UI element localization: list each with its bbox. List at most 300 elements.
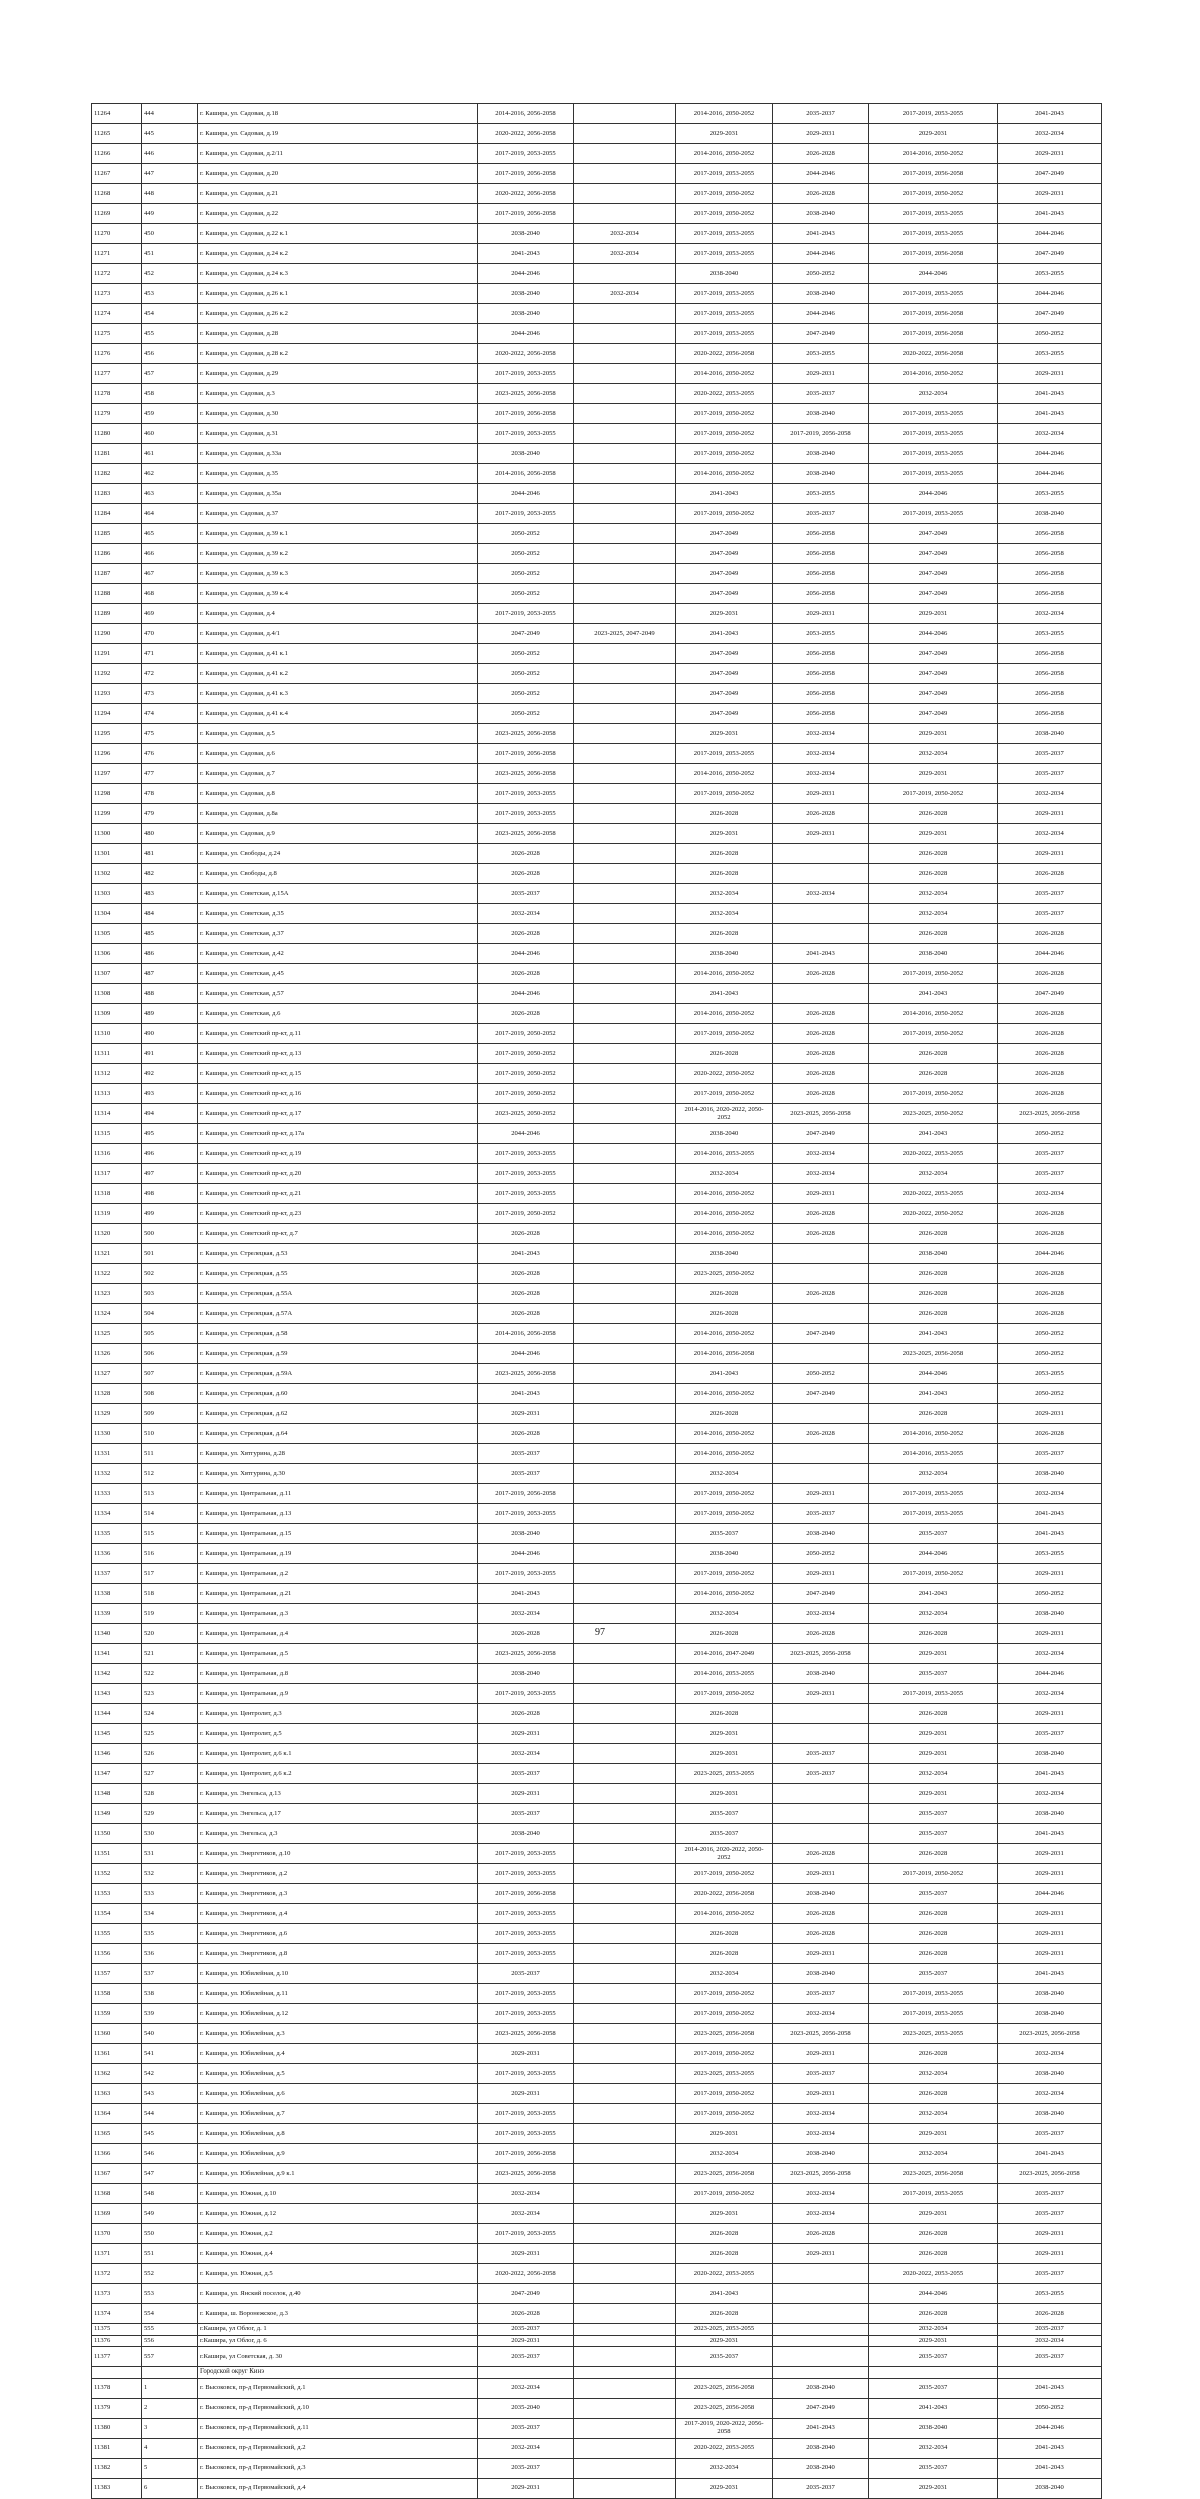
period-cell-5: 2020-2022, 2053-2055 (869, 1184, 998, 1204)
period-cell-4: 2038-2040 (773, 2378, 869, 2398)
period-cell-2 (574, 764, 676, 784)
table-row (92, 624, 1102, 644)
table-row (92, 464, 1102, 484)
period-cell-4: 2032-2034 (773, 2204, 869, 2224)
period-cell-3: 2017-2019, 2050-2052 (676, 404, 773, 424)
period-cell-5: 2041-2043 (869, 1584, 998, 1604)
period-cell-5: 2035-2037 (869, 2378, 998, 2398)
period-cell-4: 2047-2049 (773, 1384, 869, 1404)
period-cell-4: 2029-2031 (773, 2084, 869, 2104)
seq-number-cell: 448 (142, 184, 198, 204)
table-row (92, 204, 1102, 224)
row-id-cell: 11346 (92, 1744, 142, 1764)
period-cell-6: 2035-2037 (998, 1164, 1102, 1184)
period-cell-5: 2026-2028 (869, 924, 998, 944)
row-id-cell: 11273 (92, 284, 142, 304)
seq-number-cell: 486 (142, 944, 198, 964)
period-cell-2 (574, 164, 676, 184)
period-cell-1: 2032-2034 (478, 904, 574, 924)
period-cell-1: 2026-2028 (478, 1704, 574, 1724)
period-cell-3: 2017-2019, 2053-2055 (676, 744, 773, 764)
period-cell-6: 2026-2028 (998, 1204, 1102, 1224)
address-cell: г. Кашира, ул. Стрелецкая, д.55 (198, 1264, 478, 1284)
period-cell-6: 2026-2028 (998, 1424, 1102, 1444)
period-cell-1: 2017-2019, 2053-2055 (478, 604, 574, 624)
period-cell-4: 2032-2034 (773, 1164, 869, 1184)
period-cell-5: 2029-2031 (869, 2124, 998, 2144)
row-id-cell: 11284 (92, 504, 142, 524)
period-cell-2 (574, 1244, 676, 1264)
period-cell-6: 2032-2034 (998, 784, 1102, 804)
address-cell: г. Кашира, ул. Южная, д.4 (198, 2244, 478, 2264)
table-row (92, 264, 1102, 284)
period-cell-1: 2017-2019, 2050-2052 (478, 1084, 574, 1104)
address-cell: г. Кашира, ул. Южная, д.10 (198, 2184, 478, 2204)
address-cell: г. Кашира, ул. Садовая, д.18 (198, 104, 478, 124)
table-row (92, 364, 1102, 384)
row-id-cell: 11297 (92, 764, 142, 784)
period-cell-6: 2023-2025, 2056-2058 (998, 2164, 1102, 2184)
table-row (92, 2004, 1102, 2024)
period-cell-4: 2044-2046 (773, 164, 869, 184)
row-id-cell: 11362 (92, 2064, 142, 2084)
seq-number-cell: 498 (142, 1184, 198, 1204)
period-cell-3: 2026-2028 (676, 2244, 773, 2264)
period-cell-5: 2026-2028 (869, 1284, 998, 1304)
period-cell-3: 2017-2019, 2053-2055 (676, 244, 773, 264)
period-cell-5: 2017-2019, 2056-2058 (869, 324, 998, 344)
seq-number-cell: 467 (142, 564, 198, 584)
period-cell-5: 2017-2019, 2056-2058 (869, 164, 998, 184)
period-cell-6: 2029-2031 (998, 1704, 1102, 1724)
seq-number-cell: 517 (142, 1564, 198, 1584)
period-cell-1: 2038-2040 (478, 1664, 574, 1684)
period-cell-3: 2017-2019, 2050-2052 (676, 1484, 773, 1504)
period-cell-4 (773, 1704, 869, 1724)
period-cell-6: 2050-2052 (998, 1344, 1102, 1364)
period-cell-1: 2035-2037 (478, 1964, 574, 1984)
row-id-cell: 11265 (92, 124, 142, 144)
table-row (92, 1424, 1102, 1444)
period-cell-3: 2029-2031 (676, 2204, 773, 2224)
period-cell-5: 2017-2019, 2050-2052 (869, 1864, 998, 1884)
address-cell: г. Кашира, ул. Садовая, д.33а (198, 444, 478, 464)
period-cell-5: 2047-2049 (869, 564, 998, 584)
period-cell-2 (574, 1264, 676, 1284)
period-cell-2 (574, 884, 676, 904)
period-cell-4: 2035-2037 (773, 2478, 869, 2498)
period-cell-4 (773, 1304, 869, 1324)
table-row (92, 1844, 1102, 1864)
period-cell-2 (574, 1284, 676, 1304)
row-id-cell: 11329 (92, 1404, 142, 1424)
row-id-cell: 11345 (92, 1724, 142, 1744)
row-id-cell: 11327 (92, 1364, 142, 1384)
table-row (92, 644, 1102, 664)
row-id-cell: 11357 (92, 1964, 142, 1984)
period-cell-1: 2017-2019, 2056-2058 (478, 204, 574, 224)
period-cell-3: 2017-2019, 2050-2052 (676, 1084, 773, 1104)
period-cell-3: 2029-2031 (676, 1784, 773, 1804)
period-cell-4 (773, 1784, 869, 1804)
seq-number-cell: 479 (142, 804, 198, 824)
period-cell-5: 2032-2034 (869, 2104, 998, 2124)
period-cell-1: 2041-2043 (478, 1584, 574, 1604)
period-cell-3: 2032-2034 (676, 1604, 773, 1624)
row-id-cell: 11333 (92, 1484, 142, 1504)
period-cell-2 (574, 1824, 676, 1844)
period-cell-1: 2014-2016, 2056-2058 (478, 464, 574, 484)
table-row (92, 1604, 1102, 1624)
seq-number-cell: 557 (142, 2347, 198, 2367)
period-cell-1: 2017-2019, 2053-2055 (478, 1844, 574, 1864)
seq-number-cell: 551 (142, 2244, 198, 2264)
row-id-cell: 11288 (92, 584, 142, 604)
period-cell-4: 2032-2034 (773, 1604, 869, 1624)
period-cell-2 (574, 2284, 676, 2304)
period-cell-6: 2026-2028 (998, 924, 1102, 944)
period-cell-3: 2017-2019, 2050-2052 (676, 1024, 773, 1044)
empty-cell (478, 2367, 574, 2379)
seq-number-cell: 516 (142, 1544, 198, 1564)
period-cell-5: 2026-2028 (869, 1624, 998, 1644)
period-cell-2 (574, 1724, 676, 1744)
period-cell-5: 2026-2028 (869, 1924, 998, 1944)
period-cell-3: 2014-2016, 2050-2052 (676, 144, 773, 164)
table-row (92, 2084, 1102, 2104)
table-row (92, 2438, 1102, 2458)
address-cell: г. Кашира, ул. Стрелецкая, д.55А (198, 1284, 478, 1304)
period-cell-6: 2056-2058 (998, 544, 1102, 564)
seq-number-cell: 447 (142, 164, 198, 184)
period-cell-2 (574, 144, 676, 164)
period-cell-5: 2026-2028 (869, 1064, 998, 1084)
seq-number-cell: 450 (142, 224, 198, 244)
period-cell-2 (574, 1864, 676, 1884)
period-cell-4: 2026-2028 (773, 1004, 869, 1024)
period-cell-5: 2020-2022, 2056-2058 (869, 344, 998, 364)
seq-number-cell: 534 (142, 1904, 198, 1924)
row-id-cell: 11351 (92, 1844, 142, 1864)
period-cell-5: 2017-2019, 2050-2052 (869, 964, 998, 984)
period-cell-5: 2029-2031 (869, 2204, 998, 2224)
period-cell-5: 2017-2019, 2050-2052 (869, 784, 998, 804)
table-row (92, 1924, 1102, 1944)
address-cell: г. Кашира, ул. Юбилейная, д.9 к.1 (198, 2164, 478, 2184)
period-cell-4: 2056-2058 (773, 524, 869, 544)
period-cell-1: 2017-2019, 2053-2055 (478, 2224, 574, 2244)
period-cell-5: 2029-2031 (869, 2335, 998, 2347)
table-row (92, 2244, 1102, 2264)
row-id-cell: 11358 (92, 1984, 142, 2004)
period-cell-4: 2032-2034 (773, 764, 869, 784)
period-cell-4: 2026-2028 (773, 184, 869, 204)
period-cell-6: 2026-2028 (998, 2304, 1102, 2324)
period-cell-4: 2050-2052 (773, 1544, 869, 1564)
row-id-cell: 11349 (92, 1804, 142, 1824)
seq-number-cell: 502 (142, 1264, 198, 1284)
address-cell: г. Кашира, ул. Советский пр-кт, д.17 (198, 1104, 478, 1124)
seq-number-cell: 533 (142, 1884, 198, 1904)
seq-number-cell: 552 (142, 2264, 198, 2284)
table-row (92, 1224, 1102, 1244)
period-cell-5: 2044-2046 (869, 484, 998, 504)
period-cell-4: 2029-2031 (773, 824, 869, 844)
table-row (92, 1644, 1102, 1664)
table-row (92, 1744, 1102, 1764)
period-cell-1: 2017-2019, 2053-2055 (478, 1184, 574, 1204)
period-cell-3: 2029-2031 (676, 724, 773, 744)
seq-number-cell: 510 (142, 1424, 198, 1444)
period-cell-3: 2038-2040 (676, 944, 773, 964)
period-cell-2 (574, 1084, 676, 1104)
row-id-cell: 11355 (92, 1924, 142, 1944)
period-cell-1: 2050-2052 (478, 684, 574, 704)
period-cell-1: 2050-2052 (478, 584, 574, 604)
address-cell: г. Кашира, ул. Энгельса, д.13 (198, 1784, 478, 1804)
row-id-cell: 11335 (92, 1524, 142, 1544)
seq-number-cell: 541 (142, 2044, 198, 2064)
period-cell-1: 2035-2037 (478, 2458, 574, 2478)
address-cell: г. Кашира, ул. Советский пр-кт, д.17а (198, 1124, 478, 1144)
period-cell-6: 2032-2034 (998, 604, 1102, 624)
table-row (92, 484, 1102, 504)
period-cell-6: 2050-2052 (998, 1124, 1102, 1144)
row-id-cell: 11339 (92, 1604, 142, 1624)
period-cell-3: 2023-2025, 2056-2058 (676, 2164, 773, 2184)
period-cell-4: 2032-2034 (773, 2004, 869, 2024)
period-cell-3: 2023-2025, 2053-2055 (676, 2324, 773, 2336)
period-cell-2 (574, 2184, 676, 2204)
document-page (91, 103, 1101, 2499)
address-cell: г. Кашира, ул. Энергетиков, д.4 (198, 1904, 478, 1924)
period-cell-1: 2020-2022, 2056-2058 (478, 184, 574, 204)
period-cell-6: 2041-2043 (998, 384, 1102, 404)
period-cell-1: 2017-2019, 2053-2055 (478, 2104, 574, 2124)
period-cell-5: 2029-2031 (869, 1724, 998, 1744)
seq-number-cell: 538 (142, 1984, 198, 2004)
row-id-cell: 11320 (92, 1224, 142, 1244)
period-cell-6: 2029-2031 (998, 1404, 1102, 1424)
period-cell-1: 2050-2052 (478, 664, 574, 684)
seq-number-cell: 499 (142, 1204, 198, 1224)
row-id-cell: 11316 (92, 1144, 142, 1164)
period-cell-4: 2023-2025, 2056-2058 (773, 2164, 869, 2184)
row-id-cell: 11312 (92, 1064, 142, 1084)
period-cell-1: 2017-2019, 2053-2055 (478, 144, 574, 164)
row-id-cell: 11292 (92, 664, 142, 684)
period-cell-3: 2017-2019, 2050-2052 (676, 784, 773, 804)
period-cell-2 (574, 264, 676, 284)
table-row (92, 424, 1102, 444)
period-cell-4: 2026-2028 (773, 144, 869, 164)
period-cell-6: 2032-2034 (998, 1184, 1102, 1204)
period-cell-2 (574, 1184, 676, 1204)
address-cell: г. Кашира, ул. Юбилейная, д.12 (198, 2004, 478, 2024)
row-id-cell: 11360 (92, 2024, 142, 2044)
period-cell-1: 2017-2019, 2050-2052 (478, 1044, 574, 1064)
period-cell-1: 2017-2019, 2053-2055 (478, 1944, 574, 1964)
address-cell: г. Кашира, ул. Юбилейная, д.11 (198, 1984, 478, 2004)
period-cell-6: 2056-2058 (998, 684, 1102, 704)
address-cell: г. Кашира, ул. Садовая, д.20 (198, 164, 478, 184)
address-cell: г. Кашира, ул. Советский пр-кт, д.15 (198, 1064, 478, 1084)
period-cell-3: 2023-2025, 2056-2058 (676, 2398, 773, 2418)
period-cell-3: 2014-2016, 2050-2052 (676, 1204, 773, 1224)
table-row (92, 2044, 1102, 2064)
period-cell-1: 2050-2052 (478, 524, 574, 544)
period-cell-1: 2050-2052 (478, 704, 574, 724)
table-row (92, 2184, 1102, 2204)
period-cell-5: 2029-2031 (869, 1744, 998, 1764)
period-cell-4 (773, 1404, 869, 1424)
table-row (92, 564, 1102, 584)
row-id-cell: 11332 (92, 1464, 142, 1484)
period-cell-1: 2026-2028 (478, 1284, 574, 1304)
address-cell: г. Кашира, ул. Советский пр-кт, д.20 (198, 1164, 478, 1184)
period-cell-3: 2017-2019, 2053-2055 (676, 304, 773, 324)
period-cell-6: 2047-2049 (998, 984, 1102, 1004)
period-cell-4: 2026-2028 (773, 1924, 869, 1944)
period-cell-6: 2035-2037 (998, 2324, 1102, 2336)
period-cell-4: 2026-2028 (773, 1904, 869, 1924)
seq-number-cell: 494 (142, 1104, 198, 1124)
period-cell-2 (574, 584, 676, 604)
period-cell-2 (574, 924, 676, 944)
period-cell-4: 2047-2049 (773, 1584, 869, 1604)
table-row (92, 904, 1102, 924)
table-row (92, 604, 1102, 624)
row-id-cell: 11296 (92, 744, 142, 764)
period-cell-2 (574, 664, 676, 684)
seq-number-cell: 526 (142, 1744, 198, 1764)
table-row (92, 1584, 1102, 1604)
period-cell-1: 2023-2025, 2056-2058 (478, 824, 574, 844)
seq-number-cell: 554 (142, 2304, 198, 2324)
address-cell: г. Высоковск, пр-д Первомайский, д.4 (198, 2478, 478, 2498)
empty-cell (869, 2367, 998, 2379)
period-cell-4: 2047-2049 (773, 1124, 869, 1144)
period-cell-1: 2017-2019, 2053-2055 (478, 804, 574, 824)
period-cell-5: 2026-2028 (869, 2224, 998, 2244)
period-cell-3: 2017-2019, 2050-2052 (676, 184, 773, 204)
period-cell-3: 2014-2016, 2050-2052 (676, 1324, 773, 1344)
period-cell-2 (574, 564, 676, 584)
address-cell: г. Высоковск, пр-д Первомайский, д.10 (198, 2398, 478, 2418)
table-row (92, 524, 1102, 544)
period-cell-4: 2056-2058 (773, 664, 869, 684)
seq-number-cell: 446 (142, 144, 198, 164)
period-cell-1: 2035-2037 (478, 1464, 574, 1484)
table-row (92, 684, 1102, 704)
seq-number-cell: 475 (142, 724, 198, 744)
section-label: Городской округ Кинэ (198, 2367, 478, 2379)
period-cell-4: 2041-2043 (773, 2418, 869, 2438)
period-cell-1: 2050-2052 (478, 564, 574, 584)
period-cell-3: 2017-2019, 2050-2052 (676, 424, 773, 444)
period-cell-1: 2038-2040 (478, 1524, 574, 1544)
address-cell: г. Кашира, ул. Центральная, д.9 (198, 1684, 478, 1704)
table-row (92, 864, 1102, 884)
period-cell-5: 2023-2025, 2050-2052 (869, 1104, 998, 1124)
seq-number-cell: 476 (142, 744, 198, 764)
period-cell-5: 2029-2031 (869, 2478, 998, 2498)
period-cell-5: 2047-2049 (869, 544, 998, 564)
seq-number-cell: 488 (142, 984, 198, 1004)
row-id-cell: 11341 (92, 1644, 142, 1664)
period-cell-5: 2026-2028 (869, 2244, 998, 2264)
period-cell-4: 2038-2040 (773, 444, 869, 464)
seq-number-cell: 520 (142, 1624, 198, 1644)
address-cell: г. Кашира, ул. Садовая, д.21 (198, 184, 478, 204)
period-cell-6: 2032-2034 (998, 2044, 1102, 2064)
period-cell-6: 2044-2046 (998, 2418, 1102, 2438)
period-cell-2 (574, 1524, 676, 1544)
period-cell-1: 2023-2025, 2050-2052 (478, 1104, 574, 1124)
period-cell-5: 2026-2028 (869, 2084, 998, 2104)
address-cell: г. Кашира, ул. Энергетиков, д.8 (198, 1944, 478, 1964)
period-cell-1: 2044-2046 (478, 1544, 574, 1564)
period-cell-3: 2023-2025, 2056-2058 (676, 2024, 773, 2044)
period-cell-2 (574, 1764, 676, 1784)
period-cell-6: 2053-2055 (998, 344, 1102, 364)
seq-number-cell: 509 (142, 1404, 198, 1424)
table-row (92, 2347, 1102, 2367)
period-cell-2 (574, 104, 676, 124)
period-cell-6: 2032-2034 (998, 1484, 1102, 1504)
row-id-cell: 11373 (92, 2284, 142, 2304)
period-cell-6: 2053-2055 (998, 484, 1102, 504)
address-cell: г. Высоковск, пр-д Первомайский, д.2 (198, 2438, 478, 2458)
period-cell-5: 2041-2043 (869, 1384, 998, 1404)
table-row (92, 2304, 1102, 2324)
row-id-cell: 11338 (92, 1584, 142, 1604)
table-row (92, 1484, 1102, 1504)
period-cell-4: 2035-2037 (773, 1744, 869, 1764)
period-cell-6: 2056-2058 (998, 644, 1102, 664)
period-cell-5: 2041-2043 (869, 984, 998, 1004)
period-cell-1: 2017-2019, 2056-2058 (478, 2144, 574, 2164)
seq-number-cell: 6 (142, 2478, 198, 2498)
period-cell-6: 2026-2028 (998, 1284, 1102, 1304)
table-row (92, 1404, 1102, 1424)
period-cell-5: 2017-2019, 2053-2055 (869, 224, 998, 244)
period-cell-5: 2014-2016, 2053-2055 (869, 1444, 998, 1464)
period-cell-3: 2029-2031 (676, 2478, 773, 2498)
seq-number-cell: 514 (142, 1504, 198, 1524)
table-row (92, 1504, 1102, 1524)
seq-number-cell: 489 (142, 1004, 198, 1024)
period-cell-2 (574, 1364, 676, 1384)
row-id-cell: 11324 (92, 1304, 142, 1324)
period-cell-1: 2044-2046 (478, 944, 574, 964)
period-cell-6: 2029-2031 (998, 1564, 1102, 1584)
seq-number-cell: 5 (142, 2458, 198, 2478)
address-cell: г. Кашира, ул. Садовая, д.39 к.1 (198, 524, 478, 544)
period-cell-4: 2038-2040 (773, 1664, 869, 1684)
period-cell-1: 2017-2019, 2053-2055 (478, 504, 574, 524)
address-cell: г. Кашира, ул. Садовая, д.28 к.2 (198, 344, 478, 364)
period-cell-2 (574, 1684, 676, 1704)
period-cell-6: 2041-2043 (998, 204, 1102, 224)
seq-number-cell: 515 (142, 1524, 198, 1544)
row-id-cell: 11379 (92, 2398, 142, 2418)
period-cell-2 (574, 1664, 676, 1684)
period-cell-2 (574, 324, 676, 344)
row-id-cell: 11279 (92, 404, 142, 424)
period-cell-5: 2020-2022, 2050-2052 (869, 1204, 998, 1224)
address-cell: г. Кашира, ул. Советский пр-кт, д.21 (198, 1184, 478, 1204)
